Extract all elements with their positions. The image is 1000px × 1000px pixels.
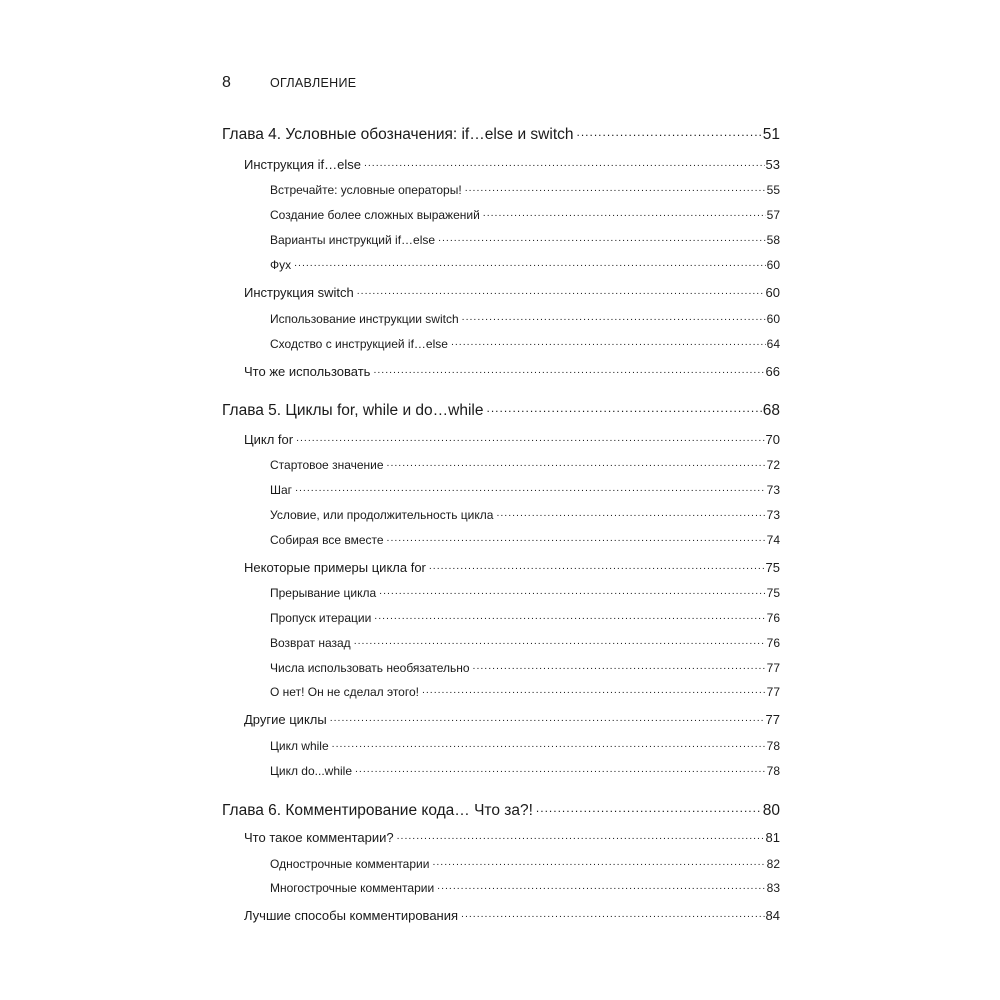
page-number: 8 [222, 74, 231, 91]
dot-leader [437, 880, 765, 892]
toc-entry-title: Что такое комментарии? [244, 830, 394, 845]
toc-entry-page: 58 [766, 233, 780, 247]
dot-leader [451, 336, 766, 348]
toc-entry-title: Стартовое значение [270, 458, 384, 472]
dot-leader [397, 829, 765, 842]
toc-chapter [222, 123, 780, 144]
dot-leader [486, 399, 761, 415]
toc-entry-title: Сходство с инструкцией if…else [270, 337, 448, 351]
toc-subsection [270, 532, 780, 547]
running-head: ОГЛАВЛЕНИЕ [270, 76, 357, 90]
toc-entry-page: 60 [766, 258, 780, 272]
toc-subsection [270, 660, 780, 675]
dot-leader [332, 738, 766, 750]
toc-entry-page: 74 [766, 533, 780, 547]
toc-entry-title: Некоторые примеры цикла for [244, 560, 426, 575]
toc-entry-page: 60 [765, 285, 780, 300]
dot-leader [330, 711, 765, 724]
toc-subsection [270, 684, 780, 699]
toc-subsection [270, 336, 780, 351]
page-header [222, 74, 356, 92]
toc-section [244, 907, 780, 923]
toc-entry-page: 73 [766, 508, 780, 522]
toc-entry-page: 57 [766, 208, 780, 222]
dot-leader [354, 635, 766, 647]
dot-leader [462, 311, 766, 323]
toc-entry-title: Глава 6. Комментирование кода… Что за?! [222, 801, 533, 819]
toc-entry-page: 77 [766, 685, 780, 699]
dot-leader [294, 257, 766, 269]
toc-entry-title: Пропуск итерации [270, 611, 372, 625]
toc-entry-title: Создание более сложных выражений [270, 208, 480, 222]
toc-subsection [270, 457, 780, 472]
toc-entry-page: 72 [766, 458, 780, 472]
toc-entry-page: 75 [766, 586, 780, 600]
toc-entry-title: Шаг [270, 483, 293, 497]
toc-entry-page: 66 [765, 364, 780, 379]
dot-leader [461, 907, 765, 920]
toc-entry-page: 51 [762, 125, 780, 143]
toc-subsection [270, 257, 780, 272]
dot-leader [355, 763, 766, 775]
toc-entry-title: Лучшие способы комментирования [244, 908, 459, 923]
toc-entry-title: Цикл for [244, 432, 294, 447]
toc-entry-title: Встречайте: условные операторы! [270, 183, 462, 197]
toc-entry-title: Цикл while [270, 739, 329, 753]
toc-entry-title: Варианты инструкций if…else [270, 233, 436, 247]
dot-leader [429, 559, 765, 572]
dot-leader [357, 284, 765, 297]
toc-entry-page: 83 [766, 881, 780, 895]
toc-entry-page: 64 [766, 337, 780, 351]
toc-entry-page: 73 [766, 483, 780, 497]
toc-entry-page: 53 [765, 157, 780, 172]
toc-subsection [270, 763, 780, 778]
toc-entry-title: Другие циклы [244, 712, 327, 727]
dot-leader [577, 123, 762, 139]
toc-entry-title: Условие, или продолжительность цикла [270, 508, 494, 522]
toc-entry-page: 81 [765, 830, 780, 845]
dot-leader [432, 856, 765, 868]
toc-subsection [270, 585, 780, 600]
toc-subsection [270, 507, 780, 522]
toc-section [244, 363, 780, 379]
dot-leader [387, 457, 766, 469]
toc-subsection [270, 738, 780, 753]
dot-leader [374, 610, 765, 622]
dot-leader [295, 482, 766, 494]
toc-entry-page: 78 [766, 739, 780, 753]
dot-leader [379, 585, 765, 597]
toc-section [244, 284, 780, 300]
toc-entry-title: Глава 5. Циклы for, while и do…while [222, 401, 484, 419]
toc-subsection [270, 880, 780, 895]
toc-entry-title: Собирая все вместе [270, 533, 384, 547]
dot-leader [473, 660, 766, 672]
dot-leader [496, 507, 765, 519]
dot-leader [422, 684, 766, 696]
toc-entry-title: Использование инструкции switch [270, 312, 459, 326]
toc-subsection [270, 182, 780, 197]
dot-leader [536, 799, 762, 815]
toc-entry-title: Однострочные комментарии [270, 857, 430, 871]
toc-section [244, 431, 780, 447]
toc-chapter [222, 399, 780, 420]
toc-entry-page: 80 [762, 801, 780, 819]
dot-leader [387, 532, 766, 544]
toc-entry-title: Глава 4. Условные обозначения: if…else и switch [222, 125, 574, 143]
toc-entry-page: 77 [766, 661, 780, 675]
toc-subsection [270, 207, 780, 222]
toc-subsection [270, 232, 780, 247]
toc-entry-title: Инструкция switch [244, 285, 354, 300]
toc-entry-page: 60 [766, 312, 780, 326]
toc-subsection [270, 482, 780, 497]
toc-entry-page: 78 [766, 764, 780, 778]
toc-entry-page: 68 [762, 401, 780, 419]
toc-entry-title: Возврат назад [270, 636, 351, 650]
toc-section [244, 829, 780, 845]
toc-entry-page: 77 [765, 712, 780, 727]
toc-entry-title: Цикл do...while [270, 764, 352, 778]
toc-entry-page: 84 [765, 908, 780, 923]
toc-subsection [270, 856, 780, 871]
toc-entry-page: 82 [766, 857, 780, 871]
dot-leader [373, 363, 764, 376]
toc-entry-title: Прерывание цикла [270, 586, 377, 600]
toc-subsection [270, 311, 780, 326]
toc-entry-page: 76 [766, 636, 780, 650]
dot-leader [438, 232, 766, 244]
dot-leader [364, 156, 765, 169]
toc-subsection [270, 610, 780, 625]
toc-entry-title: Числа использовать необязательно [270, 661, 470, 675]
toc-entry-page: 75 [765, 560, 780, 575]
toc-subsection [270, 635, 780, 650]
toc-entry-page: 70 [765, 432, 780, 447]
toc-entry-page: 55 [766, 183, 780, 197]
toc-section [244, 711, 780, 727]
dot-leader [465, 182, 766, 194]
dot-leader [483, 207, 766, 219]
toc-section [244, 559, 780, 575]
toc-entry-title: Многострочные комментарии [270, 881, 435, 895]
toc-section [244, 156, 780, 172]
toc-entry-page: 76 [766, 611, 780, 625]
toc-entry-title: О нет! Он не сделал этого! [270, 685, 419, 699]
toc-chapter [222, 799, 780, 820]
toc-entry-title: Фух [270, 258, 292, 272]
toc-entry-title: Что же использовать [244, 364, 371, 379]
dot-leader [296, 431, 764, 444]
toc-entry-title: Инструкция if…else [244, 157, 361, 172]
